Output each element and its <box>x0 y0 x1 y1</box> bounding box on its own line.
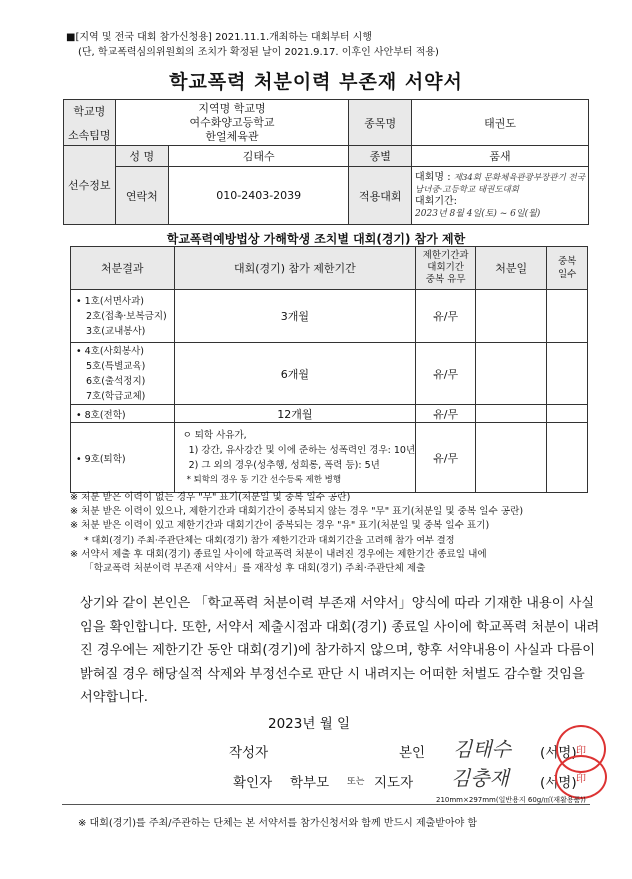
overlap-yn-cell: 유/무 <box>416 423 476 493</box>
writer-label: 작성자 <box>229 745 269 761</box>
header-period: 대회(경기) 참가 제한기간 <box>174 247 416 290</box>
table-row <box>71 405 588 423</box>
date-cell <box>476 343 547 405</box>
school-team-label-cell <box>64 100 116 146</box>
date-cell <box>476 290 547 343</box>
result-cell-1-3 <box>71 290 175 343</box>
header-line-1: ■[지역 및 전국 대회 참가신청용] 2021.11.1.개최하는 대회부터 시행 <box>66 32 373 43</box>
seal-stamp-icon: 印 <box>556 725 606 773</box>
result-item: 6호(출석정지) <box>86 375 146 387</box>
expulsion-line: 1) 강간, 유사강간 및 이에 준하는 성폭력인 경우: 10년 <box>188 444 416 456</box>
result-cell-8: • 8호(전학) <box>71 405 175 423</box>
date-cell <box>476 423 547 493</box>
date-line: 2023년 월 일 <box>268 716 351 732</box>
applicant-info-table <box>63 99 589 225</box>
restriction-table <box>70 246 588 493</box>
coach-signature: 김충재 <box>451 766 509 790</box>
event-value: 태권도 <box>412 100 589 146</box>
result-item: 5호(특별교육) <box>86 360 146 372</box>
seal-label-2: (서명) <box>540 775 577 791</box>
result-cell-9: • 9호(퇴학) <box>71 423 175 493</box>
table-row <box>71 290 588 343</box>
team-label: 소속팀명 <box>68 128 111 142</box>
contact-value: 010-2403-2039 <box>169 167 349 225</box>
result-item: 7호(학급교체) <box>86 390 146 402</box>
expulsion-line: ㅇ 퇴학 사유가, <box>182 429 247 441</box>
header-days <box>547 247 588 290</box>
coach-label: 지도자 <box>374 775 414 791</box>
school-value-cell <box>115 100 349 146</box>
parent-label: 학부모 <box>290 775 330 791</box>
period-cell-expulsion <box>174 423 416 493</box>
header-overlap-line-3: 중복 유무 <box>425 274 466 285</box>
name-label: 성 명 <box>115 146 168 167</box>
competition-value-cell <box>412 167 589 225</box>
note-6: 「학교폭력 처분이력 부존재 서약서」를 재작성 후 대회(경기) 주최·주관단체 제출 <box>84 563 426 574</box>
days-cell <box>547 405 588 423</box>
paper-spec: 210mm×297mm(일반용지 60g/㎡(재활용품)) <box>436 796 586 804</box>
competition-period-label: 대회기간: <box>415 195 458 207</box>
table-row <box>71 343 588 405</box>
period-cell: 6개월 <box>174 343 416 405</box>
days-cell <box>547 343 588 405</box>
note-5: ※ 서약서 제출 후 대회(경기) 종료일 사이에 학교폭력 처분이 내려진 경우에는 제한기간 종료일 내에 <box>70 549 487 560</box>
header-overlap <box>416 247 476 290</box>
overlap-yn-cell: 유/무 <box>416 343 476 405</box>
footer-divider <box>62 804 590 805</box>
footer-note: ※ 대회(경기)를 주최/주관하는 단체는 본 서약서를 참가신청서와 함께 반드시 제출받아야 함 <box>78 818 478 829</box>
category-label: 종별 <box>349 146 412 167</box>
event-label: 종목명 <box>349 100 412 146</box>
note-2: ※ 처분 받은 이력이 있으나, 제한기간과 대회기간이 중복되지 않는 경우 "무" 표기(처분일 및 중복 일수 공란) <box>70 506 524 517</box>
category-value: 품새 <box>412 146 589 167</box>
period-cell: 12개월 <box>174 405 416 423</box>
result-item: 2호(접촉·보복금지) <box>86 310 167 322</box>
self-label: 본인 <box>399 745 426 761</box>
date-cell <box>476 405 547 423</box>
overlap-yn-cell: 유/무 <box>416 290 476 343</box>
days-cell <box>547 423 588 493</box>
section-title: 학교폭력예방법상 가해학생 조치별 대회(경기) 참가 제한 <box>166 232 466 246</box>
competition-name-handwriting: 제34회 문화체육관광부장관기 전국 <box>453 172 585 183</box>
note-4: * 대회(경기) 주최·주관단체는 대회(경기) 참가 제한기간과 대회기간을 고려해 참가 여부 결정 <box>84 535 455 546</box>
header-overlap-line-2: 대회기간 <box>427 262 464 273</box>
school-label: 학교명 <box>73 104 106 118</box>
name-value: 김태수 <box>169 146 349 167</box>
header-result: 처분결과 <box>71 247 175 290</box>
competition-label: 적용대회 <box>349 167 412 225</box>
player-info-label: 선수정보 <box>64 146 116 225</box>
header-overlap-line-1: 제한기간과 <box>422 250 469 261</box>
header-days-line-2: 일수 <box>558 269 577 280</box>
header-date: 처분일 <box>476 247 547 290</box>
period-cell: 3개월 <box>174 290 416 343</box>
expulsion-line: 2) 그 외의 경우(성추행, 성희롱, 폭력 등): 5년 <box>188 459 380 471</box>
note-3: ※ 처분 받은 이력이 있고 제한기간과 대회기간이 중복되는 경우 "유" 표기(처분일 및 중복 일수 표기) <box>70 520 490 531</box>
document-title: 학교폭력 처분이력 부존재 서약서 <box>169 71 463 93</box>
seal-label-1: (서명) <box>540 745 577 761</box>
header-days-line-1: 중복 <box>558 256 577 267</box>
seal-stamp-icon: 印 <box>555 755 607 799</box>
school-name-value: 여수화양고등학교 <box>189 115 275 129</box>
table-row <box>71 423 588 493</box>
result-item: • 4호(사회봉사) <box>76 345 144 357</box>
school-region-text: 지역명 학교명 <box>198 101 266 115</box>
competition-period-handwriting: 2023년 8월 4일(토) ~ 6일(월) <box>415 208 541 219</box>
confirmer-label: 확인자 <box>233 775 273 791</box>
overlap-yn-cell: 유/무 <box>416 405 476 423</box>
expulsion-line: * 퇴학의 경우 동 기간 선수등록 제한 병행 <box>186 474 342 485</box>
self-signature: 김태수 <box>453 737 511 761</box>
note-1: ※ 처분 받은 이력이 없는 경우 "무" 표기(처분일 및 중복 일수 공란) <box>70 492 351 503</box>
result-item: 3호(교내봉사) <box>86 325 146 337</box>
or-label: 또는 <box>347 777 365 787</box>
competition-name-handwriting-2: 남녀중·고등학교 태권도대회 <box>415 184 519 195</box>
team-name-value: 한얼체육관 <box>205 129 259 143</box>
header-line-2: (단, 학교폭력심의위원회의 조치가 확정된 날이 2021.9.17. 이후인 사안부터 적용) <box>78 47 439 58</box>
competition-name-label: 대회명 : <box>415 171 451 183</box>
days-cell <box>547 290 588 343</box>
result-cell-4-7 <box>71 343 175 405</box>
pledge-text: 상기와 같이 본인은 「학교폭력 처분이력 부존재 서약서」양식에 따라 기재한 내용이 사실임을 확인합니다. 또한, 서약서 제출시점과 대회(경기) 종료일 사이에 학교폭력 처분이 내려진 경우에는 제한기간 동안 대회(경기)에 참가하지 않으며, 향후 서약내용이 사실과 다름이 밝혀질 경우 해당실적 삭제와 부정선수로 판단 시 내려지는 어떠한 처벌도 감수할 것임을 서약합니다. <box>80 596 600 705</box>
result-item: • 1호(서면사과) <box>76 295 144 307</box>
contact-label: 연락처 <box>115 167 168 225</box>
